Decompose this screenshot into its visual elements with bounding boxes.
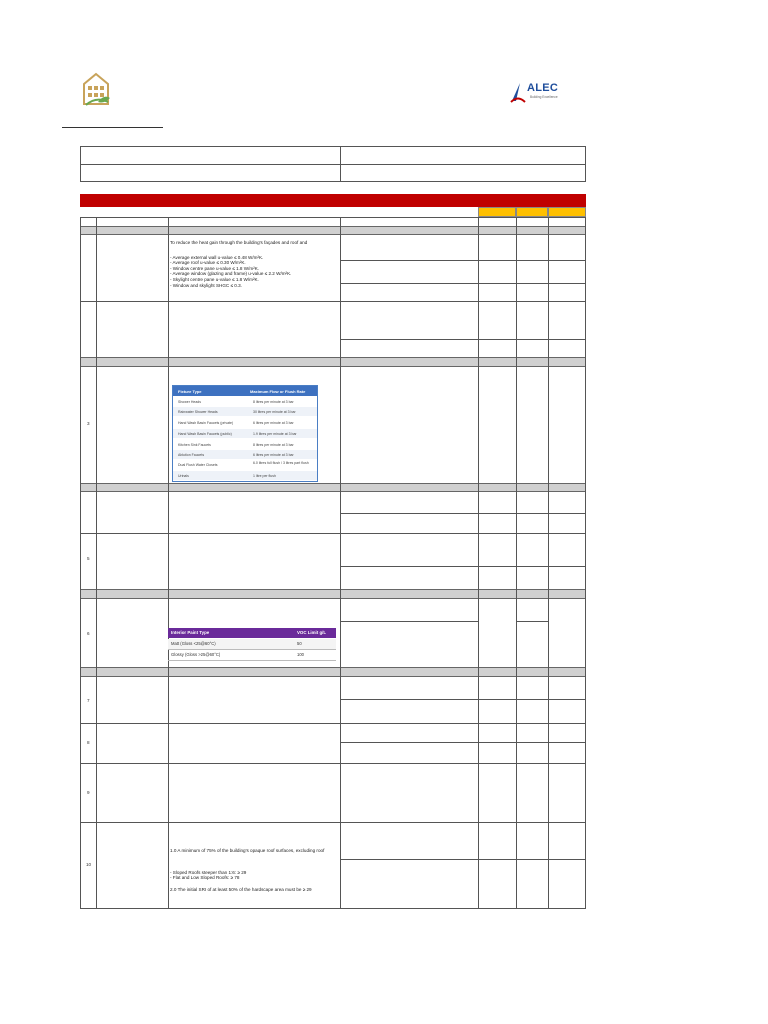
voc-limit-table [168,628,336,661]
row-number-5: 5 [87,556,90,561]
fixture-row: Hand Wash Basin Faucets (private) 6 litres per minute at 3 bar [178,421,294,425]
score-col-3-header [548,207,586,217]
fixture-table-header: Fixture Type Maximum Flow or Flush Rate [173,386,317,396]
building-leaf-logo-icon [80,72,112,108]
fixture-row: Hand Wash Basin Faucets (public) 1.9 litres per minute at 3 bar [173,429,317,438]
row-number-9: 9 [87,790,90,795]
voc-table-header: Interior Paint Type VOC Limit g/L [168,628,336,638]
fixture-row: Urinals 1 litre per flush [173,471,317,480]
alec-logo [510,82,580,104]
fixture-flow-table [172,385,318,482]
voc-row: Matt (Gloss <25@60°C) 50 [168,639,336,650]
title-underline [62,127,163,128]
row-number-3: 3 [87,421,90,426]
main-table-header [80,194,586,207]
fixture-row: Ablution Faucets 6 litres per minute at 3 bar [173,450,317,459]
row-10-description: 1.0 A minimum of 75% of the building's opaque roof surfaces, excluding roof - Sloped Roofs steeper than 1:6: ≥ 29 - Flat and Low Sloped Roofs: ≥ 78 2.0 The initial SRI of at least 50% of the hardscape area must be ≥ 29 [170,848,325,892]
fixture-row: Dual Flush Water Closets 6.0 litres full flush / 3 litres part flush [178,461,309,467]
row-number-10: 10 [86,862,92,867]
section-band-4 [80,589,586,599]
fixture-row: Kitchen Sink Faucets 8 litres per minute at 3 bar [178,443,294,447]
row-number-7: 7 [87,698,90,703]
section-band-2 [80,357,586,367]
alec-logo-text: ALEC [527,82,559,94]
score-col-1-header [478,207,516,217]
score-col-2-header [516,207,548,217]
row-number-6: 6 [87,631,90,636]
alec-logo-tagline: Building Excellence [530,95,558,99]
row-1-description: To reduce the heat gain through the building's façades and roof and - Average external wall u-value ≤ 0.48 W/m²K. - Average roof u-value ≤ 0.30 W/m²K. - Window centre pane u-value ≤ 1.8 W/m²K. - Average window (glazing and frame) u-value ≤ 2.2 W/m²K. - Skylight centre pane u-value ≤ 1.8 W/m²K. - Window and skylight SHGC ≤ 0.3. [170,240,308,288]
section-band-5 [80,667,586,677]
left-logo [80,72,112,108]
voc-row: Glossy (Gloss >25@60°C) 100 [168,650,336,661]
section-band-3 [80,483,586,492]
alec-sail-icon [510,83,526,103]
fixture-row: Rainwater Shower Heads 30 litres per minute at 3 bar [173,407,317,416]
section-band-1 [80,226,586,235]
row-number-8: 8 [87,740,90,745]
fixture-row: Shower Heads 8 litres per minute at 3 bar [178,400,294,404]
